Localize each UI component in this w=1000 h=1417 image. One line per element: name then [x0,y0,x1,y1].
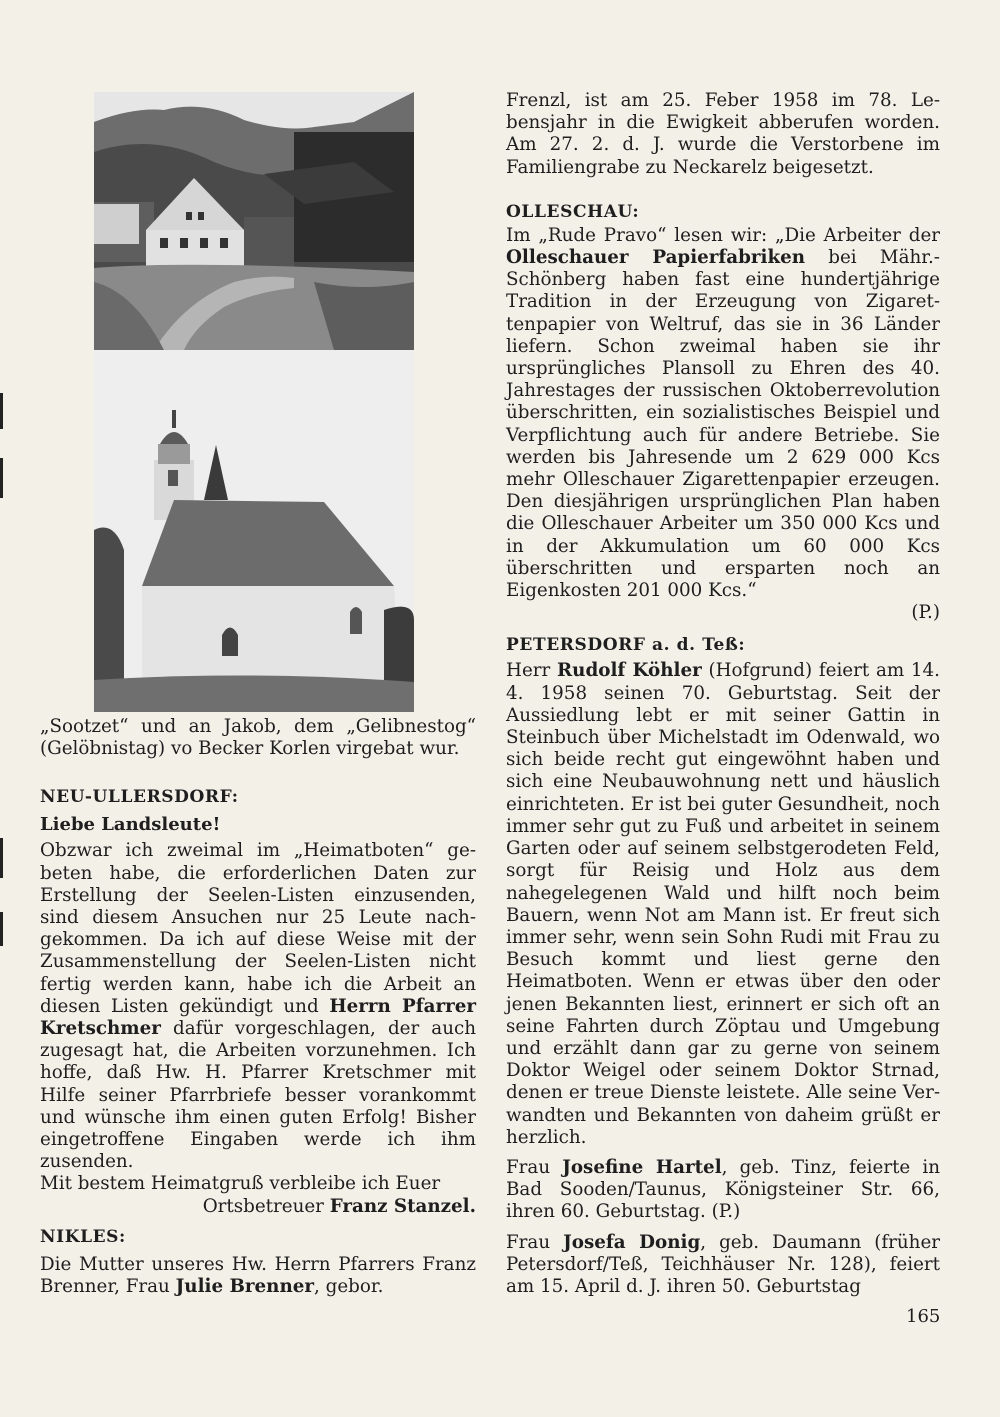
scan-edge-mark [0,838,3,878]
nikles-body: Die Mutter unseres Hw. Herrn Pfarrers Franz Brenner, Frau Julie Brenner, gebor. [40,1253,476,1298]
chapel-photo [94,350,414,712]
salutation: Liebe Landsleute! [40,814,221,836]
olleschau-body: Im „Rude Pravo“ lesen wir: „Die Arbeiter der Olleschauer Papierfabriken bei Mähr.-Schönberg haben fast eine hundertjährige Tradition in der Erzeugung von Zigarettenpapier von Weltruf, das sie in 36 Länder liefern. Schon zweimal haben sie ihr ursprüngliches Plansoll zu Ehren des 40. Jahrestages der russischen Oktoberrevolution überschritten, ein sozialistisches Beispiel und Verpflichtung auch für andere Betriebe. Sie werden bis Jahresende um 2 629 000 Kcs mehr Olleschauer Zigarettenpapier erzeugen. Den diesjährigen ursprünglichen Plan haben die Olleschauer Arbeiter um 350 000 Kcs und in der Akkumulation um 60 000 Kcs überschritten und ersparten noch an Eigenkosten 201 000 Kcs.“ [506,224,940,602]
section-heading-olleschau: OLLESCHAU: [506,201,640,222]
bold-name: Josefine Hartel [562,1156,722,1178]
bold-name: Josefa Donig [563,1231,701,1253]
bold-name: Julie Brenner [175,1276,315,1298]
continuation-text: Frenzl, ist am 25. Feber 1958 im 78. Lebensjahr in die Ewigkeit abberufen worden. Am 27. 2. d. J. wurde die Verstorbene im Familiengrabe zu Neckarelz beigesetzt. [506,90,940,178]
section-heading-nikles: NIKLES: [40,1226,126,1247]
caption-continuation: „Sootzet“ und an Jakob, dem „Gelibnestog“ (Gelöbnistag) vo Becker Korlen virgebat wur. [40,716,476,760]
left-column [40,716,476,1298]
bold-name: Herrn Pfarrer Kretschmer [40,995,476,1040]
scan-edge-mark [0,393,3,429]
bold-name: Olleschauer Papierfabriken [506,247,806,269]
farmhouse-photo [94,92,414,350]
signature-line: Ortsbetreuer Franz Stanzel. [202,1195,476,1217]
closing-line: Mit bestem Heimatgruß verbleibe ich Euer [40,1173,441,1195]
neu-ullersdorf-body: Obzwar ich zweimal im „Heimatboten“ gebeten habe, die erforderlichen Daten zur Erstellung der Seelen-Listen einzusenden, sind diesem Ansuchen nur 25 Leute nachgekommen. Da ich auf diese Weise mit der Zusammenstellung der Seelen-Listen nicht fertig werden kann, habe ich die Arbeit an diesen Listen gekündigt und Herrn Pfarrer Kretschmer dafür vorgeschlagen, der auch zugesagt hat, die Arbeiten vorzunehmen. Ich hoffe, daß Hw. H. Pfarrer Kretschmer mit Hilfe seiner Pfarrbriefe besser vorankommt und wünsche ihm einen guten Erfolg! Bisher eingetroffene Eingaben werde ich ihm zusenden. [40,840,476,1173]
petersdorf-donig: Frau Josefa Donig, geb. Daumann (früher Petersdorf/Teß, Teichhäuser Nr. 128), feiert am 15. April d. J. ihren 50. Geburtstag [506,1231,941,1297]
section-heading-petersdorf: PETERSDORF a. d. Teß: [506,635,746,656]
signature-name: Franz Stanzel. [329,1195,476,1217]
petersdorf-koehler: Herr Rudolf Köhler (Hofgrund) feiert am 14. 4. 1958 seinen 70. Geburtstag. Seit der Aussiedlung lebt er mit seiner Gattin in Steinbuch über Michelstadt im Odenwald, wo sich beide recht gut eingewöhnt haben und sich eine Neubauwohnung nett und häuslich einrichteten. Er ist bei guter Gesundheit, noch immer sehr gut zu Fuß und arbeitet in seinem Garten oder auf seinem selbstgerodeten Feld, sorgt für Reisig und Holz aus dem nahegelegenen Wald und hilft noch beim Bauern, wenn Not am Mann ist. Er freut sich immer sehr, wenn sein Sohn Rudi mit Frau zu Besuch kommt und liest gerne den Heimatboten. Wenn er etwas über den oder jenen Bekannten liest, erinnert er sich oft an seine Fahrten durch Zöptau und Umgebung und erzählt dann gar zu gerne von seinem Doktor Weigel oder seinem Doktor Strnad, denen er treue Dienste leistete. Alle seine Verwandten und Bekannten von daheim grüßt er herzlich. [506,660,940,1148]
section-heading-neu-ullersdorf: NEU-ULLERSDORF: [40,787,239,808]
scan-edge-mark [0,912,3,946]
right-column [506,90,940,1298]
source-mark: (P.) [911,602,940,624]
scan-edge-mark [0,458,3,498]
bold-name: Rudolf Köhler [556,660,702,682]
petersdorf-hartel: Frau Josefine Hartel, geb. Tinz, feierte in Bad Sooden/Taunus, Königsteiner Str. 66, ihren 60. Geburtstag. (P.) [506,1156,940,1223]
page-number: 165 [906,1306,941,1327]
